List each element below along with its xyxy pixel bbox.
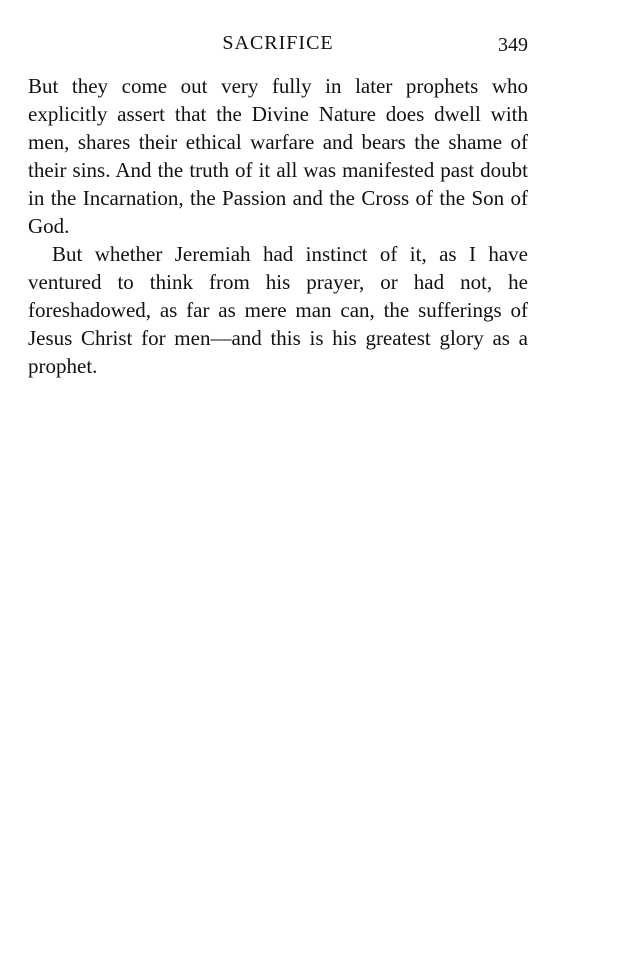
body-text (28, 72, 528, 380)
running-head (28, 30, 528, 58)
paragraph-1: But they come out very fully in later prophets who explicitly assert that the Divine Nature does dwell with men, shares their ethical warfare and bears the shame of their sins. And the truth of it all was manifested past doubt in the Incarnation, the Passion and the Cross of the Son of God. (28, 74, 528, 238)
page-number: 349 (498, 34, 528, 56)
running-title: SACRIFICE (222, 32, 334, 54)
paragraph-2: But whether Jeremiah had instinct of it, as I have ventured to think from his prayer, or had not, he foreshadowed, as far as mere man can, the sufferings of Jesus Christ for men—and this is his greatest glory as a prophet. (28, 242, 528, 378)
